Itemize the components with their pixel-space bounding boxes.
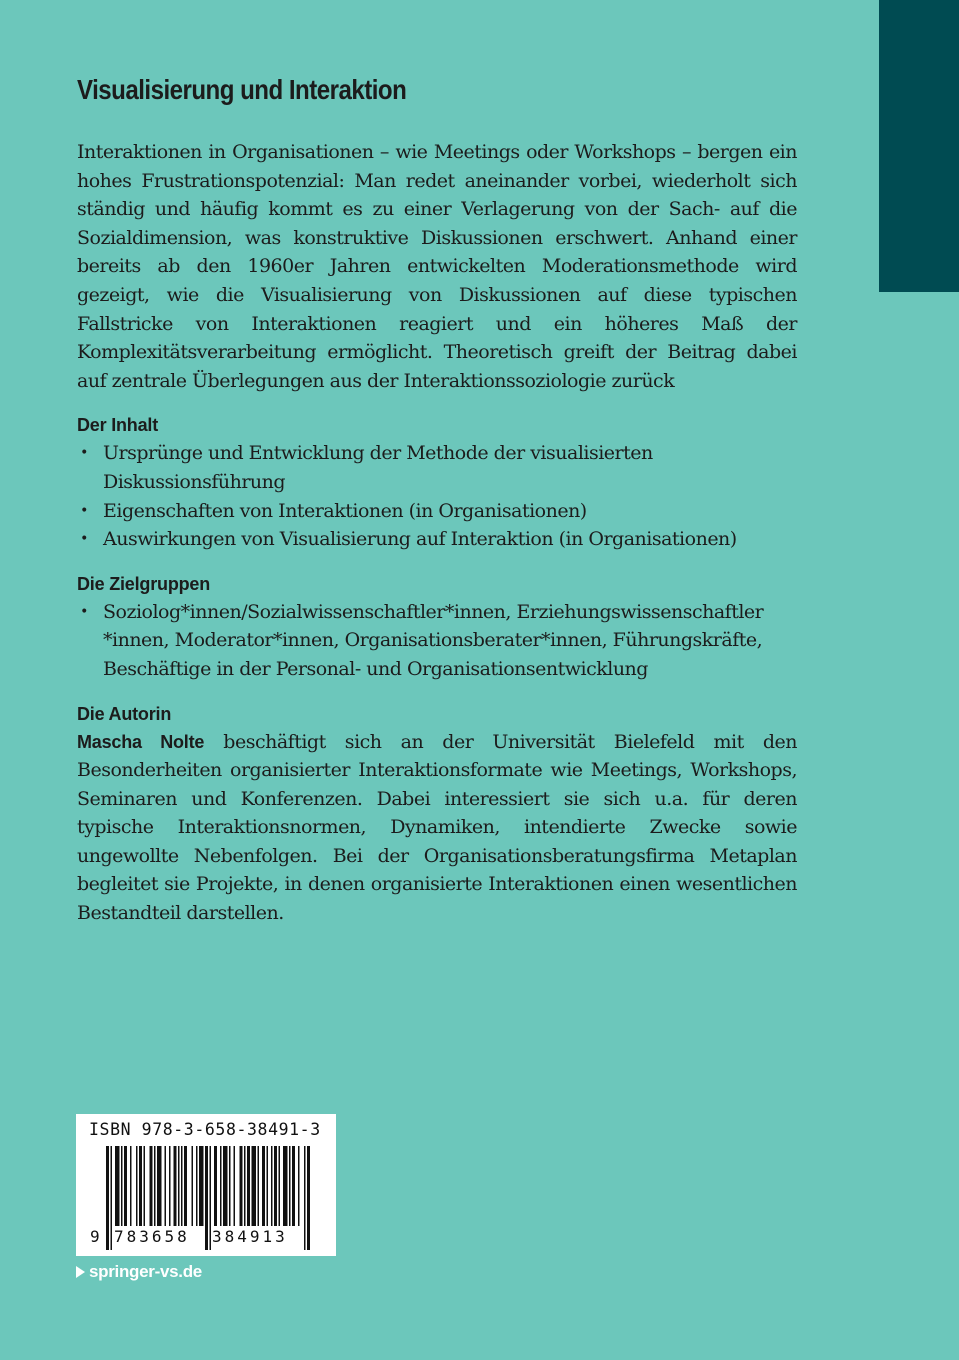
barcode-bar — [174, 1146, 177, 1226]
barcode-bar — [106, 1146, 109, 1250]
barcode-bar — [289, 1146, 291, 1226]
barcode-bar — [223, 1146, 228, 1226]
barcode-bar — [139, 1146, 142, 1226]
list-item: • Auswirkungen von Visualisierung auf Interaktion (in Organisationen) — [77, 525, 797, 554]
barcode-bar — [292, 1146, 295, 1226]
isbn-barcode — [76, 1114, 336, 1256]
barcode-bar — [144, 1146, 146, 1226]
barcode-bar — [115, 1146, 120, 1226]
bullet-icon: • — [80, 531, 88, 548]
barcode-bar — [130, 1146, 132, 1226]
barcode-bar — [210, 1146, 212, 1250]
page-title: Visualisierung und Interaktion — [77, 74, 407, 105]
section-heading-inhalt: Der Inhalt — [77, 415, 159, 436]
barcode-bar — [157, 1146, 162, 1226]
back-cover-content — [77, 70, 797, 928]
barcode-bar — [307, 1146, 310, 1250]
barcode-bar — [298, 1146, 300, 1226]
barcode-bar — [192, 1146, 194, 1226]
barcode-bar — [252, 1146, 257, 1226]
barcode-bar — [181, 1146, 183, 1226]
barcode-bar — [178, 1146, 180, 1226]
barcode-bar — [196, 1146, 198, 1226]
barcode-bar — [234, 1146, 236, 1226]
section-heading-zielgruppen: Die Zielgruppen — [77, 573, 211, 594]
barcode-bar — [124, 1146, 127, 1226]
list-item: • Eigenschaften von Interaktionen (in Organisationen) — [77, 497, 797, 526]
inhalt-list — [77, 439, 797, 553]
barcode-bar — [244, 1146, 246, 1226]
barcode-bar — [184, 1146, 187, 1226]
barcode-bar — [154, 1146, 156, 1226]
barcode-bar — [274, 1146, 277, 1226]
barcode-bar — [229, 1146, 231, 1226]
publisher-link-text: springer-vs.de — [89, 1262, 202, 1281]
barcode-bar — [136, 1146, 138, 1226]
author-name: Mascha Nolte — [77, 731, 205, 752]
barcode-bar — [214, 1146, 217, 1226]
barcode-bar — [165, 1146, 167, 1226]
bullet-icon: • — [80, 502, 88, 519]
list-item: • Ursprünge und Entwicklung der Methode der visualisierten Diskussionsführung — [77, 439, 797, 496]
barcode-bar — [247, 1146, 250, 1226]
isbn-label: ISBN 978-3-658-38491-3 — [89, 1120, 321, 1139]
barcode-bar — [205, 1146, 208, 1250]
spine-tab — [879, 0, 959, 292]
barcode-bar — [111, 1146, 113, 1250]
barcode-bar — [304, 1146, 306, 1250]
barcode-bar — [262, 1146, 265, 1226]
barcode-digits-left: 783658 — [114, 1227, 190, 1246]
barcode-bar — [267, 1146, 269, 1226]
barcode-digit-first: 9 — [90, 1227, 100, 1246]
triangle-right-icon — [76, 1266, 85, 1278]
barcode-bar — [283, 1146, 288, 1226]
barcode-bar — [240, 1146, 243, 1226]
section-heading-autorin: Die Autorin — [77, 703, 172, 724]
barcode-digits-right: 384913 — [212, 1227, 288, 1246]
author-bio — [77, 728, 797, 928]
barcode-bar — [220, 1146, 222, 1226]
barcode-bar — [271, 1146, 273, 1226]
intro-paragraph: Interaktionen in Organisationen – wie Meetings oder Workshops – bergen ein hohes Frustrationspotenzial: Man redet aneinander vorbei, wiederholt sich ständig und häufig kommt es zu einer Verlagerung von der Sach- auf die Sozialdimension, was konstruktive Diskussionen erschwert. Anhand einer bereits ab den 1960er Jahren entwickelten Moderationsmethode wird gezeigt, wie die Visualisierung von Diskussionen auf diese typischen Fallstricke von Interaktionen reagiert und ein höheres Maß der Komplexitätsverarbeitung ermöglicht. Theoretisch greift der Beitrag dabei auf zentrale Überlegungen aus der Interaktionssoziologie zurück — [77, 141, 797, 392]
bullet-icon: • — [80, 445, 88, 462]
barcode-bar — [121, 1146, 123, 1226]
list-item: • Soziolog*innen/Sozialwissenschaftler*innen, Erziehungswissenschaftler *innen, Moderator*innen, Organisationsberater*innen, Führungskräfte, Beschäftige in der Personal- und Organisationsentwicklung — [77, 598, 797, 684]
publisher-link[interactable] — [76, 1262, 202, 1282]
bullet-icon: • — [80, 603, 88, 620]
barcode-bar — [258, 1146, 260, 1226]
barcode-bar — [150, 1146, 153, 1226]
author-bio-text: beschäftigt sich an der Universität Bielefeld mit den Besonderheiten organisierter Interaktionsformate wie Meetings, Workshops, Seminaren und Konferenzen. Dabei interessiert sie sich u.a. für deren typische Interaktionsnormen, Dynamiken, intendierte Zwecke sowie ungewollte Nebenfolgen. Bei der Organisationsberatungsfirma Metaplan begleitet sie Projekte, in denen organisierte Interaktionen einen wesentlichen Bestandteil darstellen. — [77, 730, 797, 925]
zielgruppen-list — [77, 598, 797, 684]
barcode-bar — [199, 1146, 204, 1226]
barcode-bar — [279, 1146, 281, 1226]
barcode-bar — [169, 1146, 171, 1226]
